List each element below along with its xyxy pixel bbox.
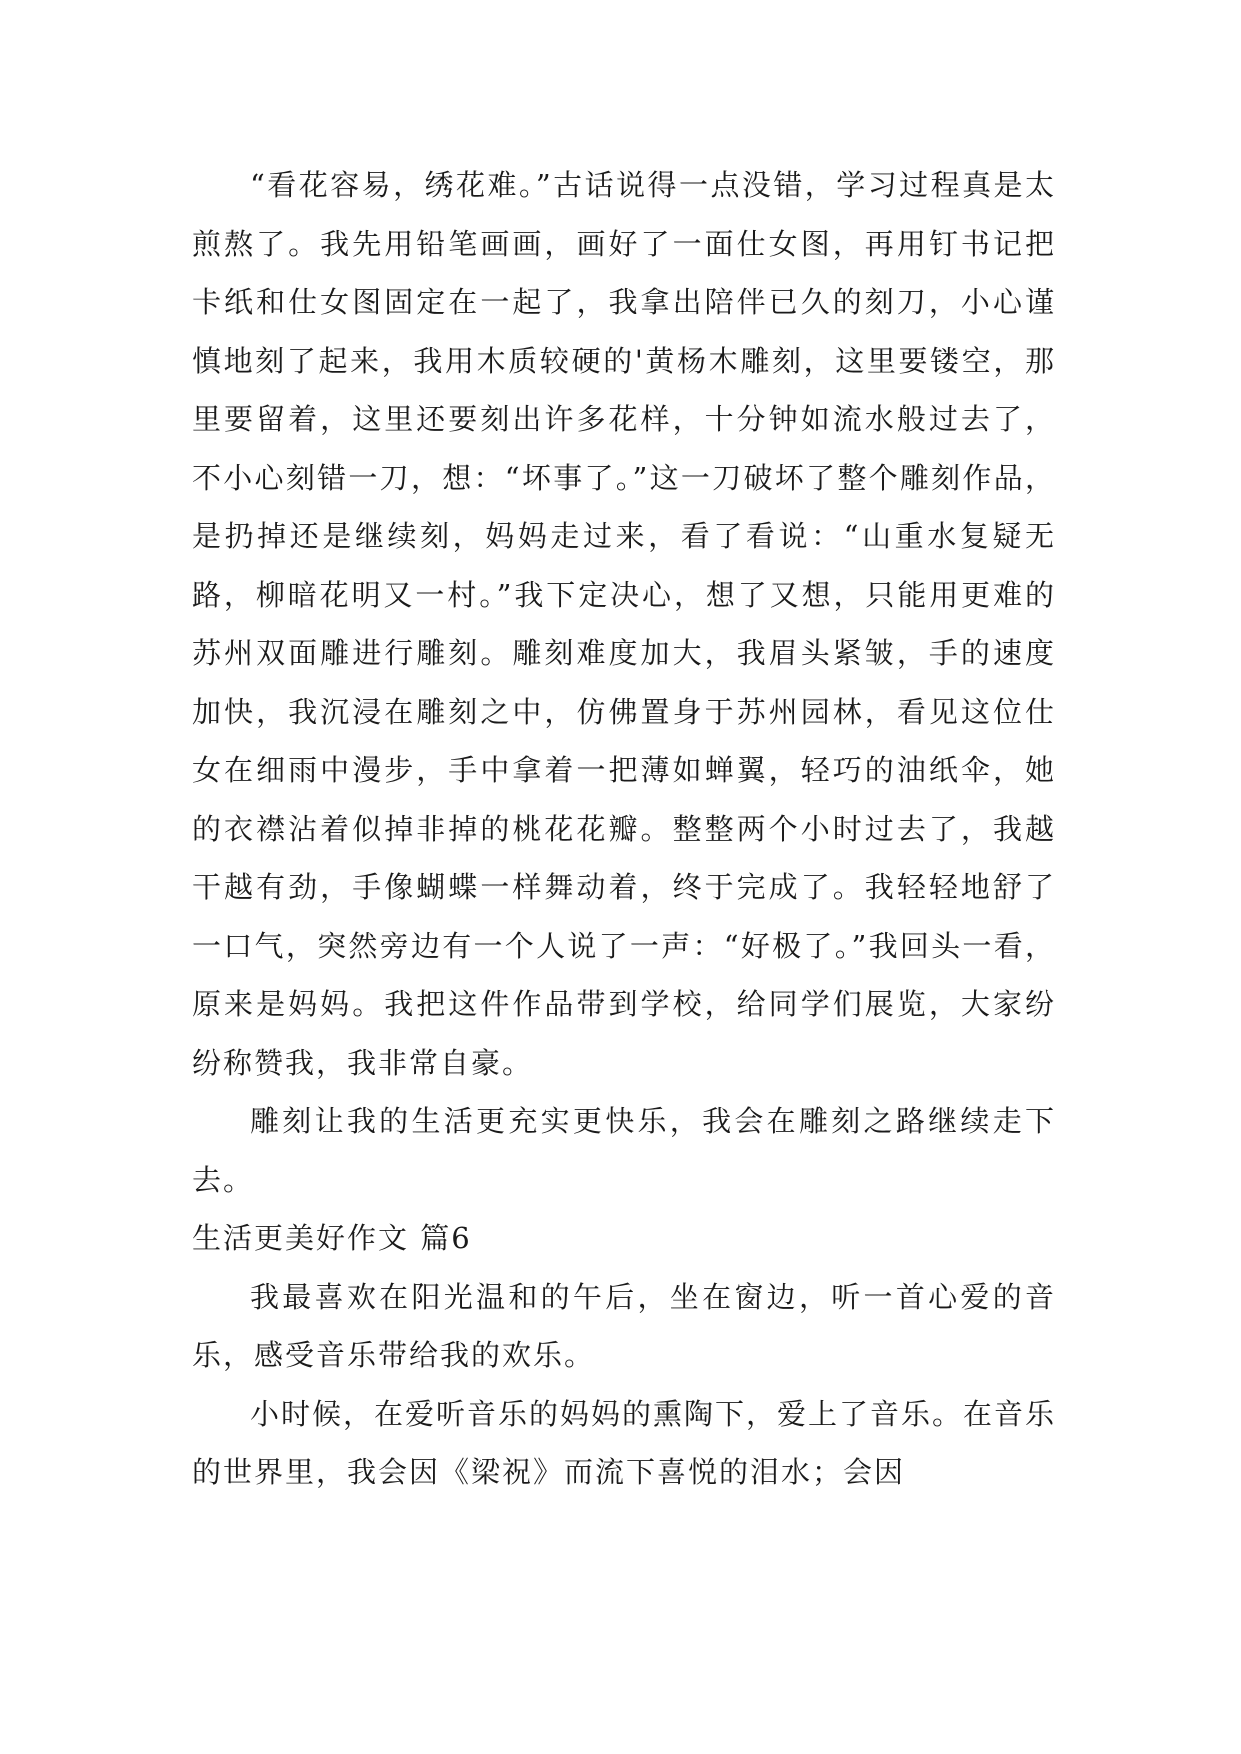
paragraph-music-intro: 我最喜欢在阳光温和的午后，坐在窗边，听一首心爱的音乐，感受音乐带给我的欢乐。: [192, 1279, 1056, 1372]
paragraph-carving-story: “看花容易，绣花难。”古话说得一点没错，学习过程真是太煎熬了。我先用铅笔画画，画好了一面仕女图，再用钉书记把卡纸和仕女图固定在一起了，我拿出陪伴已久的刻刀，小心谨慎地刻了起来，我用木质较硬的'黄杨木雕刻，这里要镂空，那里要留着，这里还要刻出许多花样，十分钟如流水般过去了，不小心刻错一刀，想：“坏事了。”这一刀破坏了整个雕刻作品，是扔掉还是继续刻，妈妈走过来，看了看说：“山重水复疑无路，柳暗花明又一村。”我下定决心，想了又想，只能用更难的苏州双面雕进行雕刻。雕刻难度加大，我眉头紧皱，手的速度加快，我沉浸在雕刻之中，仿佛置身于苏州园林，看见这位仕女在细雨中漫步，手中拿着一把薄如蝉翼，轻巧的油纸伞，她的衣襟沾着似掉非掉的桃花花瓣。整整两个小时过去了，我越干越有劲，手像蝴蝶一样舞动着，终于完成了。我轻轻地舒了一口气，突然旁边有一个人说了一声：“好极了。”我回头一看，原来是妈妈。我把这件作品带到学校，给同学们展览，大家纷纷称赞我，我非常自豪。: [192, 168, 1056, 1080]
paragraph-carving-conclusion: 雕刻让我的生活更充实更快乐，我会在雕刻之路继续走下去。: [192, 1104, 1056, 1197]
paragraph-music-childhood: 小时候，在爱听音乐的妈妈的熏陶下，爱上了音乐。在音乐的世界里，我会因《梁祝》而流下喜悦的泪水；会因: [192, 1396, 1057, 1489]
section-heading: 生活更美好作文 篇6: [192, 1221, 472, 1255]
document-page: [192, 156, 1056, 1502]
